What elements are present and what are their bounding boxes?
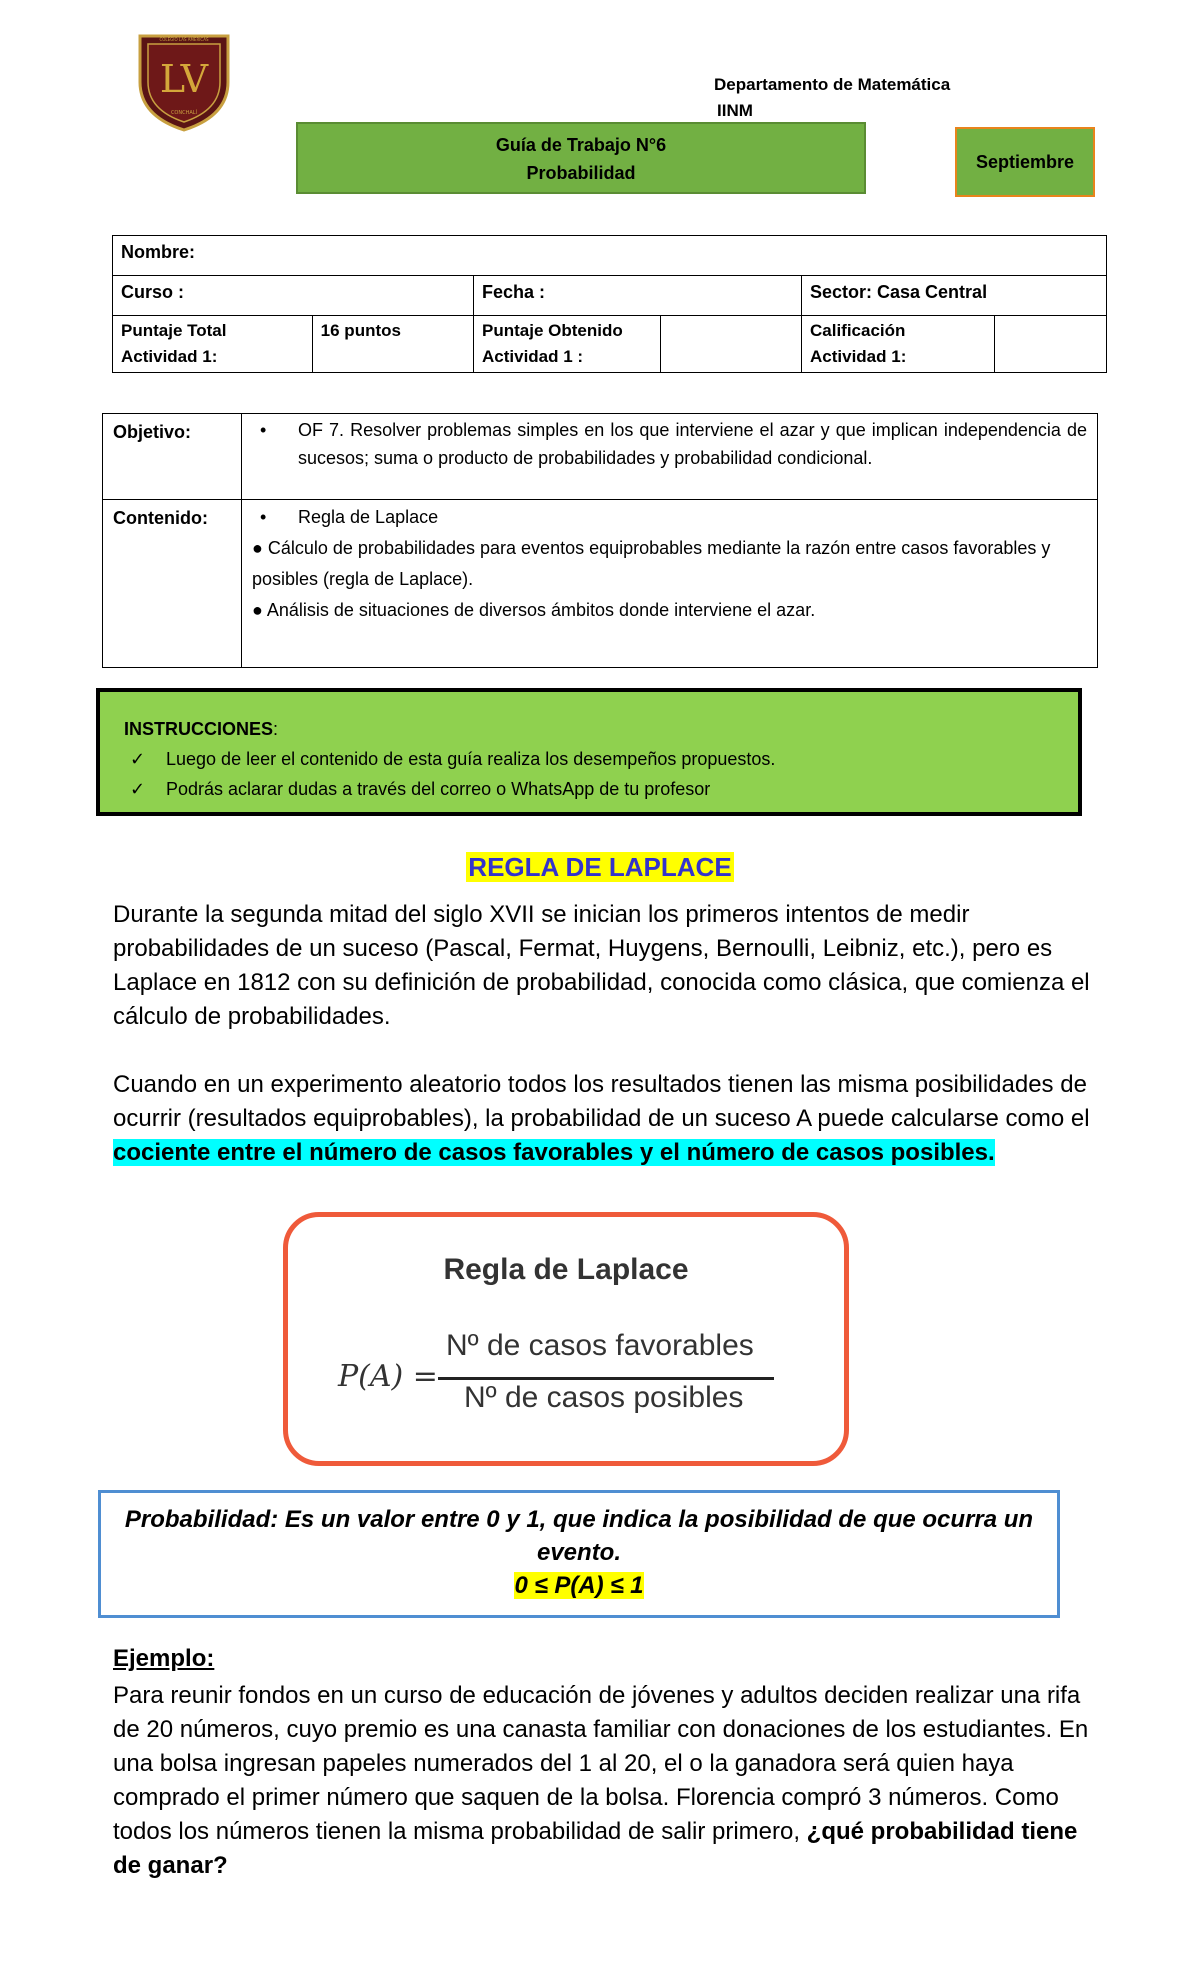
month-label: Septiembre <box>975 152 1075 172</box>
school-logo <box>136 30 232 134</box>
section-title-wrap <box>0 852 1200 883</box>
guide-title-box <box>296 122 866 194</box>
department-header <box>714 72 950 124</box>
objective-table <box>102 413 1098 668</box>
fecha-label: Fecha : <box>482 282 546 302</box>
contenido-item <box>252 502 1087 533</box>
instructions-box <box>96 688 1082 816</box>
nombre-field[interactable] <box>113 236 1107 276</box>
formula-title: Regla de Laplace <box>443 1253 689 1286</box>
objetivo-text: OF 7. Resolver problemas simples en los que interviene el azar y que implican independencia de sucesos; suma o producto de probabilidades y probabilidad condicional. <box>298 420 1087 468</box>
puntaje-total-activity: Actividad 1: <box>121 347 218 366</box>
checkmark-icon: ✓ <box>130 749 146 769</box>
instruction-item <box>124 774 1054 804</box>
instruction-item <box>124 744 1054 774</box>
subdepartment-name: IINM <box>717 101 753 120</box>
sector-label: Sector: Casa Central <box>810 282 988 302</box>
contenido-item-2: ● Cálculo de probabilidades para eventos equiprobables mediante la razón entre casos favorables y posibles (regla de Laplace). <box>252 538 1051 589</box>
definition-text: Cuando en un experimento aleatorio todos los resultados tienen las misma posibilidades de ocurrir (resultados equiprobables), la probabilidad de un suceso A puede calcularse como el <box>113 1071 1090 1132</box>
objetivo-label: Objetivo: <box>113 422 192 442</box>
bullet-icon: • <box>260 507 267 527</box>
puntos-cell <box>312 316 473 373</box>
calificacion-field[interactable] <box>995 316 1107 373</box>
contenido-item-3: ● Análisis de situaciones de diversos ámbitos donde interviene el azar. <box>252 600 816 620</box>
curso-label: Curso : <box>121 282 184 302</box>
department-name: Departamento de Matemática <box>714 75 951 94</box>
contenido-label-cell <box>103 500 242 668</box>
sector-cell <box>802 276 1107 316</box>
formula-numerator: Nº de casos favorables <box>446 1329 754 1362</box>
probability-definition: Probabilidad: Es un valor entre 0 y 1, que indica la posibilidad de que ocurra un evento. <box>124 1506 1034 1566</box>
objetivo-content <box>242 414 1098 500</box>
contenido-content <box>242 500 1098 668</box>
checkmark-icon: ✓ <box>130 779 146 799</box>
puntaje-obtenido-field[interactable] <box>661 316 802 373</box>
objetivo-label-cell <box>103 414 242 500</box>
puntaje-obtenido-label: Puntaje Obtenido <box>482 321 623 340</box>
laplace-formula-box <box>283 1212 849 1466</box>
contenido-item-1: Regla de Laplace <box>298 507 439 527</box>
fecha-field[interactable] <box>474 276 802 316</box>
bullet-icon: • <box>260 420 267 440</box>
example-title: Ejemplo: <box>113 1645 215 1672</box>
example-text: Para reunir fondos en un curso de educación de jóvenes y adultos deciden realizar una rifa de 20 números, cuyo premio es una canasta familiar con donaciones de los estudiantes. En una bolsa ingresan papeles numerados del 1 al 20, el o la ganadora será quien haya comprado el primer número que saquen de la bolsa. Florencia compró 3 números. Como todos los números tienen la misma probabilidad de salir primero, <box>113 1682 1089 1845</box>
instruction-text-2: Podrás aclarar dudas a través del correo o WhatsApp de tu profesor <box>166 779 711 799</box>
logo-top-text: COLEGIO LAS AMERICAS <box>159 37 209 42</box>
paragraph-history: Durante la segunda mitad del siglo XVII se inician los primeros intentos de medir probabilidades de un suceso (Pascal, Fermat, Huygens, Bernoulli, Leibniz, etc.), pero es Laplace en 1812 con su definición de probabilidad, conocida como clásica, que comienza el cálculo de probabilidades. <box>113 901 1090 1030</box>
curso-field[interactable] <box>113 276 474 316</box>
puntos-value: 16 puntos <box>320 321 401 340</box>
month-box <box>955 127 1095 197</box>
puntaje-obtenido-activity: Actividad 1 : <box>482 347 584 366</box>
probability-definition-box <box>98 1490 1060 1618</box>
puntaje-total-label: Puntaje Total <box>121 321 227 340</box>
calificacion-cell <box>802 316 995 373</box>
guide-subtitle: Probabilidad <box>526 163 636 183</box>
example-question: ¿qué probabilidad tiene de ganar? <box>113 1818 1078 1879</box>
student-info-table <box>112 235 1107 373</box>
logo-initials: LV <box>159 57 209 101</box>
formula-denominator: Nº de casos posibles <box>464 1381 744 1414</box>
instruction-text-1: Luego de leer el contenido de esta guía realiza los desempeños propuestos. <box>166 749 776 769</box>
example-paragraph <box>113 1679 1103 1883</box>
formula-lhs: P(A) = <box>338 1359 438 1394</box>
nombre-label: Nombre: <box>121 242 196 262</box>
fraction-bar <box>438 1377 774 1380</box>
instructions-title: INSTRUCCIONES <box>124 719 274 739</box>
puntaje-obtenido-cell <box>474 316 661 373</box>
calificacion-activity: Actividad 1: <box>810 347 907 366</box>
puntaje-total-cell <box>113 316 313 373</box>
calificacion-label: Calificación <box>810 321 906 340</box>
definition-highlight: cociente entre el número de casos favorables y el número de casos posibles. <box>113 1139 995 1166</box>
guide-title: Guía de Trabajo N°6 <box>495 135 667 155</box>
contenido-label: Contenido: <box>113 508 208 528</box>
instructions-title-line <box>124 714 1054 744</box>
logo-bottom-text: CONCHALÍ <box>170 110 198 116</box>
paragraph-definition <box>113 1068 1103 1170</box>
probability-range: 0 ≤ P(A) ≤ 1 <box>514 1572 644 1599</box>
objetivo-item <box>252 416 1087 472</box>
section-title: REGLA DE LAPLACE <box>468 852 732 882</box>
instructions-colon: : <box>273 719 279 739</box>
